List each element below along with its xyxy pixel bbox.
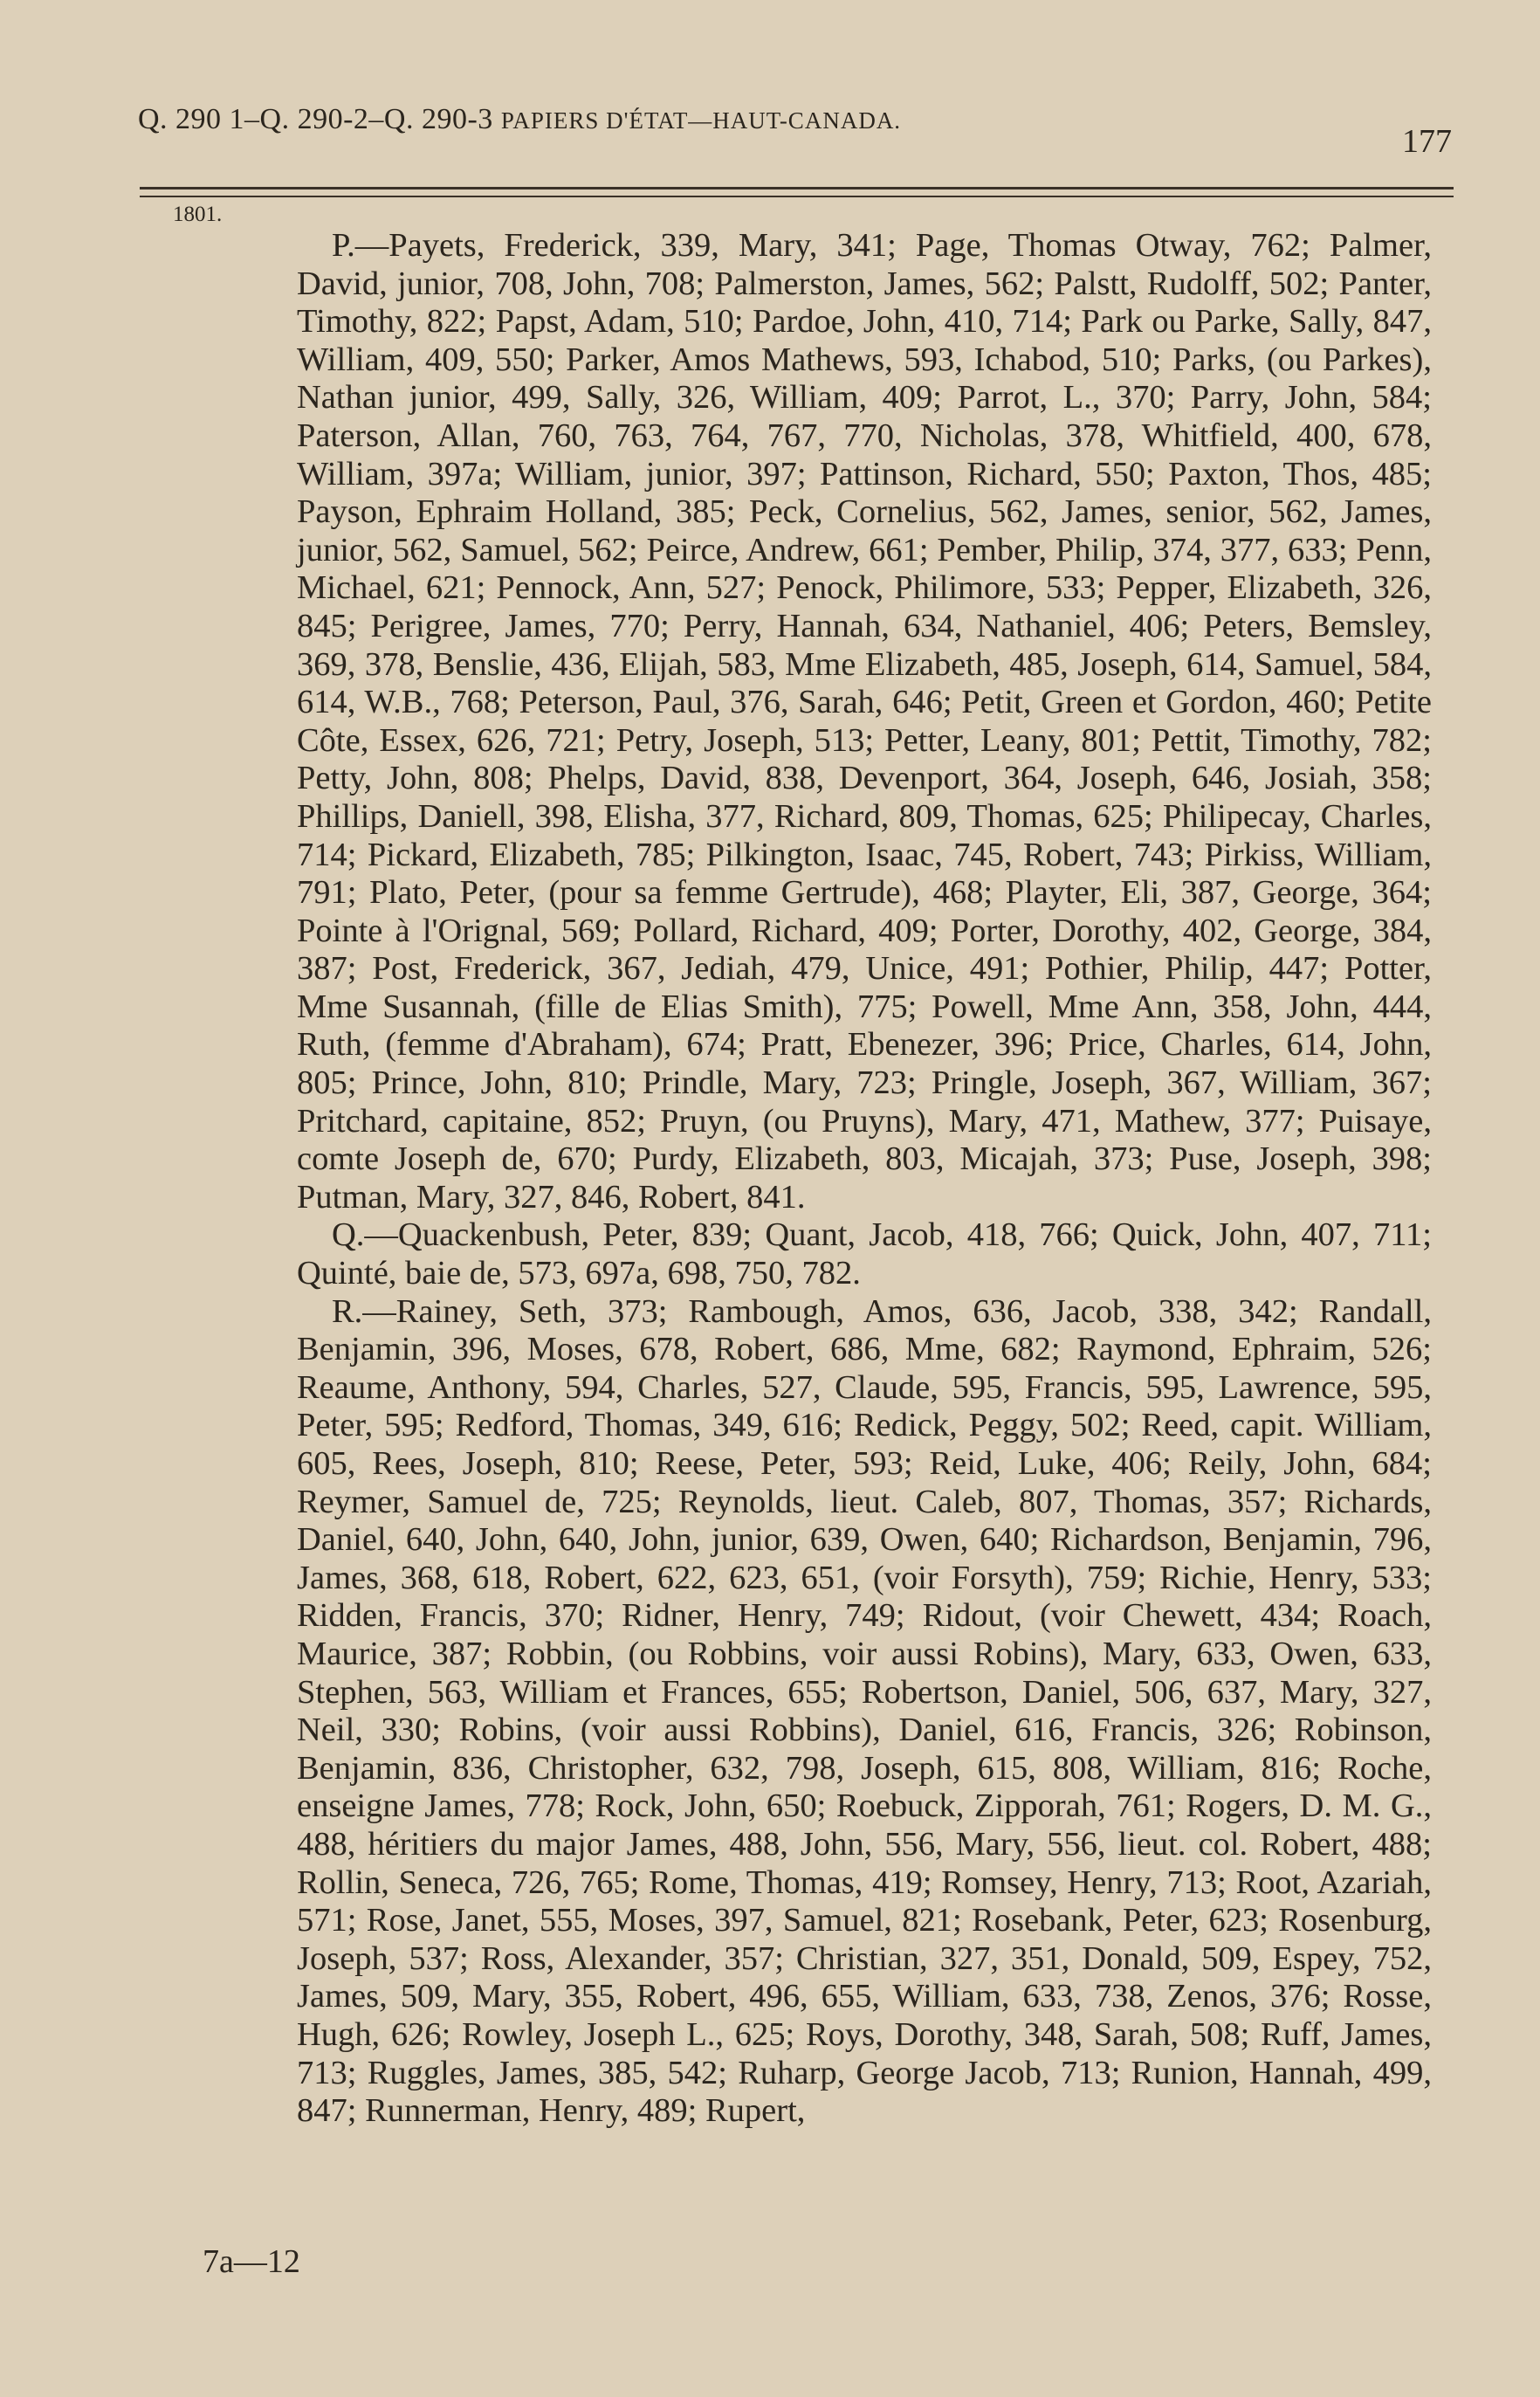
header-refs: Q. 290 1–Q. 290-2–Q. 290-3: [138, 103, 493, 135]
header-title: PAPIERS D'ÉTAT—HAUT-CANADA.: [500, 107, 902, 134]
year-label: 1801.: [173, 203, 223, 226]
index-body: [297, 227, 1432, 2131]
index-paragraph-p: P.—Payets, Frederick, 339, Mary, 341; Page, Thomas Otway, 762; Palmer, David, junior, 708, John, 708; Palmerston, James, 562; Palstt, Rudolff, 502; Panter, Timothy, 822; Papst, Adam, 510; Pardoe, John, 410, 714; Park ou Parke, Sally, 847, William, 409, 550; Parker, Amos Mathews, 593, Ichabod, 510; Parks, (ou Parkes), Nathan junior, 499, Sally, 326, William, 409; Parrot, L., 370; Parry, John, 584; Paterson, Allan, 760, 763, 764, 767, 770, Nicholas, 378, Whitfield, 400, 678, William, 397a; William, junior, 397; Pattinson, Richard, 550; Paxton, Thos, 485; Payson, Ephraim Holland, 385; Peck, Cornelius, 562, James, senior, 562, James, junior, 562, Samuel, 562; Peirce, Andrew, 661; Pember, Philip, 374, 377, 633; Penn, Michael, 621; Pennock, Ann, 527; Penock, Philimore, 533; Pepper, Elizabeth, 326, 845; Perigree, James, 770; Perry, Hannah, 634, Nathaniel, 406; Peters, Bemsley, 369, 378, Benslie, 436, Elijah, 583, Mme Elizabeth, 485, Joseph, 614, Samuel, 584, 614, W.B., 768; Peterson, Paul, 376, Sarah, 646; Petit, Green et Gordon, 460; Petite Côte, Essex, 626, 721; Petry, Joseph, 513; Petter, Leany, 801; Pettit, Timothy, 782; Petty, John, 808; Phelps, David, 838, Devenport, 364, Joseph, 646, Josiah, 358; Phillips, Daniell, 398, Elisha, 377, Richard, 809, Thomas, 625; Philipecay, Charles, 714; Pickard, Elizabeth, 785; Pilkington, Isaac, 745, Robert, 743; Pirkiss, William, 791; Plato, Peter, (pour sa femme Gertrude), 468; Playter, Eli, 387, George, 364; Pointe à l'Orignal, 569; Pollard, Richard, 409; Porter, Dorothy, 402, George, 384, 387; Post, Frederick, 367, Jediah, 479, Unice, 491; Pothier, Philip, 447; Potter, Mme Susannah, (fille de Elias Smith), 775; Powell, Mme Ann, 358, John, 444, Ruth, (femme d'Abraham), 674; Pratt, Ebenezer, 396; Price, Charles, 614, John, 805; Prince, John, 810; Prindle, Mary, 723; Pringle, Joseph, 367, William, 367; Pritchard, capitaine, 852; Pruyn, (ou Pruyns), Mary, 471, Mathew, 377; Puisaye, comte Joseph de, 670; Purdy, Elizabeth, 803, Micajah, 373; Puse, Joseph, 398; Putman, Mary, 327, 846, Robert, 841.: [297, 227, 1432, 1216]
header-rule-top: [140, 187, 1454, 189]
page-number: 177: [1402, 123, 1452, 160]
index-paragraph-r: R.—Rainey, Seth, 373; Rambough, Amos, 636, Jacob, 338, 342; Randall, Benjamin, 396, Moses, 678, Robert, 686, Mme, 682; Raymond, Ephraim, 526; Reaume, Anthony, 594, Charles, 527, Claude, 595, Francis, 595, Lawrence, 595, Peter, 595; Redford, Thomas, 349, 616; Redick, Peggy, 502; Reed, capit. William, 605, Rees, Joseph, 810; Reese, Peter, 593; Reid, Luke, 406; Reily, John, 684; Reymer, Samuel de, 725; Reynolds, lieut. Caleb, 807, Thomas, 357; Richards, Daniel, 640, John, 640, John, junior, 639, Owen, 640; Richardson, Benjamin, 796, James, 368, 618, Robert, 622, 623, 651, (voir Forsyth), 759; Richie, Henry, 533; Ridden, Francis, 370; Ridner, Henry, 749; Ridout, (voir Chewett, 434; Roach, Maurice, 387; Robbin, (ou Robbins, voir aussi Robins), Mary, 633, Owen, 633, Stephen, 563, William et Frances, 655; Robertson, Daniel, 506, 637, Mary, 327, Neil, 330; Robins, (voir aussi Robbins), Daniel, 616, Francis, 326; Robinson, Benjamin, 836, Christopher, 632, 798, Joseph, 615, 808, William, 816; Roche, enseigne James, 778; Rock, John, 650; Roebuck, Zipporah, 761; Rogers, D. M. G., 488, héritiers du major James, 488, John, 556, Mary, 556, lieut. col. Robert, 488; Rollin, Seneca, 726, 765; Rome, Thomas, 419; Romsey, Henry, 713; Root, Azariah, 571; Rose, Janet, 555, Moses, 397, Samuel, 821; Rosebank, Peter, 623; Rosenburg, Joseph, 537; Ross, Alexander, 357; Christian, 327, 351, Donald, 509, Espey, 752, James, 509, Mary, 355, Robert, 496, 655, William, 633, 738, Zenos, 376; Rosse, Hugh, 626; Rowley, Joseph L., 625; Roys, Dorothy, 348, Sarah, 508; Ruff, James, 713; Ruggles, James, 385, 542; Ruharp, George Jacob, 713; Runion, Hannah, 499, 847; Runnerman, Henry, 489; Rupert,: [297, 1292, 1432, 2130]
index-paragraph-q: Q.—Quackenbush, Peter, 839; Quant, Jacob, 418, 766; Quick, John, 407, 711; Quinté, baie de, 573, 697a, 698, 750, 782.: [297, 1216, 1432, 1292]
running-header: [138, 103, 901, 136]
header-rule-bottom: [140, 196, 1454, 197]
signature-mark: 7a—12: [203, 2243, 300, 2280]
